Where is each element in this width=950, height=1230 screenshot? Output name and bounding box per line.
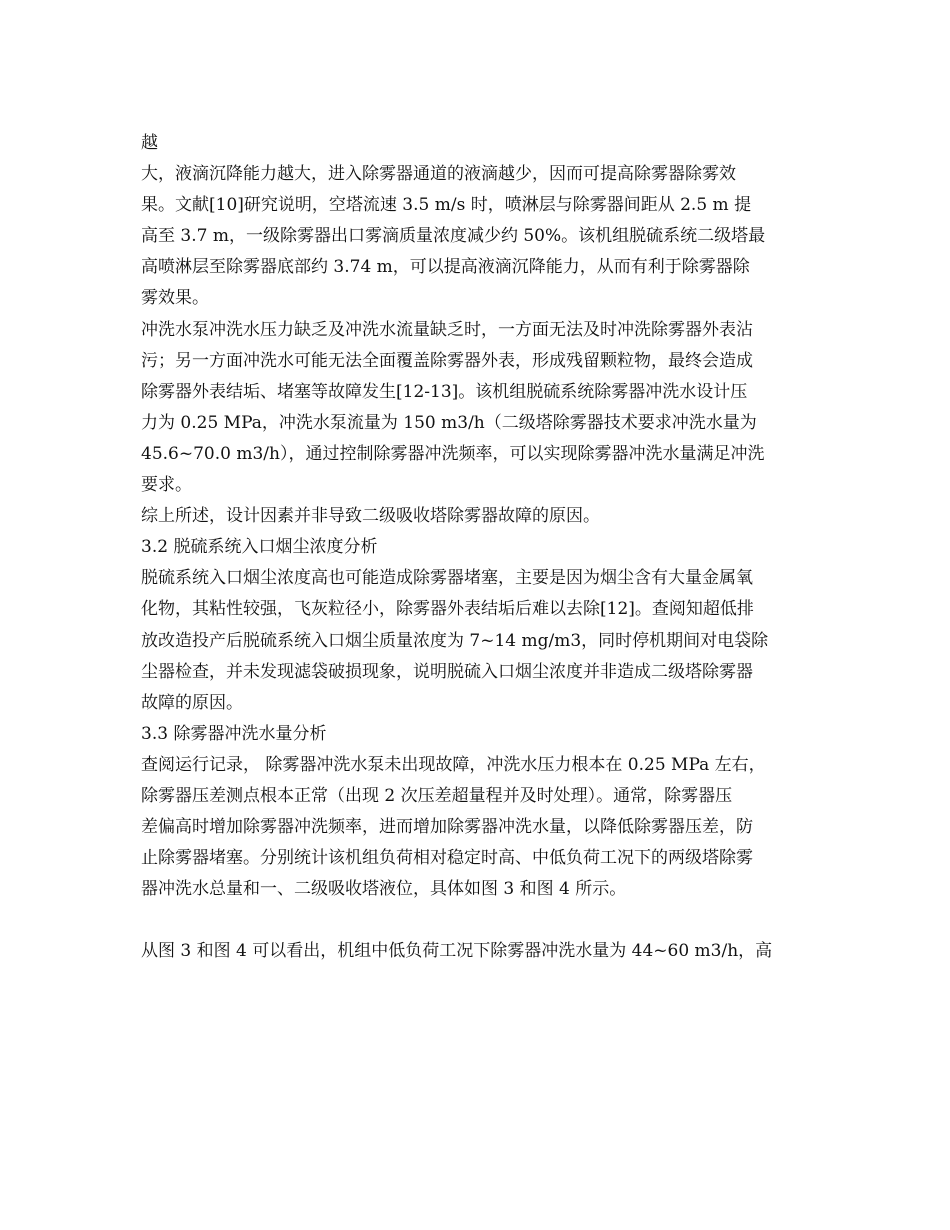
- section-heading-3-3: 3.3 除雾器冲洗水量分析: [141, 723, 327, 744]
- text-line: 化物，其粘性较强，飞灰粒径小，除雾器外表结垢后难以去除[12]。查阅知超低排: [141, 599, 754, 620]
- text-line: 大，液滴沉降能力越大，进入除雾器通道的液滴越少，因而可提高除雾器除雾效: [141, 164, 736, 185]
- text-line: 45.6~70.0 m3/h），通过控制除雾器冲洗频率，可以实现除雾器冲洗水量满足冲洗: [141, 443, 765, 464]
- text-line: 除雾器压差测点根本正常（出现 2 次压差超量程并及时处理）。通常，除雾器压: [141, 785, 733, 806]
- text-line: 从图 3 和图 4 可以看出，机组中低负荷工况下除雾器冲洗水量为 44~60 m3/h，高: [141, 941, 773, 962]
- text-line: 止除雾器堵塞。分别统计该机组负荷相对稳定时高、中低负荷工况下的两级塔除雾: [141, 848, 753, 869]
- paragraph-gap: [141, 905, 813, 936]
- text-line: 放改造投产后脱硫系统入口烟尘质量浓度为 7~14 mg/m3，同时停机期间对电袋除: [141, 630, 769, 651]
- text-line: 高喷淋层至除雾器底部约 3.74 m，可以提高液滴沉降能力，从而有利于除雾器除: [141, 257, 750, 278]
- text-line: 力为 0.25 MPa，冲洗水泵流量为 150 m3/h（二级塔除雾器技术要求冲洗水量为: [141, 412, 757, 433]
- text-line: 越: [141, 133, 158, 153]
- text-line: 综上所述，设计因素并非导致二级吸收塔除雾器故障的原因。: [141, 506, 600, 527]
- text-line: 脱硫系统入口烟尘浓度高也可能造成除雾器堵塞，主要是因为烟尘含有大量金属氧: [141, 568, 753, 589]
- text-line: 除雾器外表结垢、堵塞等故障发生[12-13]。该机组脱硫系统除雾器冲洗水设计压: [141, 381, 748, 402]
- text-line: 高至 3.7 m，一级除雾器出口雾滴质量浓度减少约 50%。该机组脱硫系统二级塔最: [141, 226, 766, 247]
- text-line: 果。文献[10]研究说明，空塔流速 3.5 m/s 时，喷淋层与除雾器间距从 2.5 m 提: [141, 195, 752, 216]
- section-heading-3-2: 3.2 脱硫系统入口烟尘浓度分析: [141, 537, 378, 558]
- text-line: 差偏高时增加除雾器冲洗频率，进而增加除雾器冲洗水量，以降低除雾器压差，防: [141, 817, 753, 838]
- text-line: 要求。: [141, 475, 192, 496]
- text-line: 故障的原因。: [141, 692, 243, 713]
- text-line: 雾效果。: [141, 288, 209, 309]
- document-body: [141, 128, 813, 967]
- text-line: 污；另一方面冲洗水可能无法全面覆盖除雾器外表，形成残留颗粒物，最终会造成: [141, 350, 753, 371]
- text-line: 冲洗水泵冲洗水压力缺乏及冲洗水流量缺乏时，一方面无法及时冲洗除雾器外表沾: [141, 319, 753, 340]
- text-line: 查阅运行记录， 除雾器冲洗水泵未出现故障，冲洗水压力根本在 0.25 MPa 左右，: [141, 754, 766, 775]
- text-line: 尘器检查，并未发现滤袋破损现象，说明脱硫入口烟尘浓度并非造成二级塔除雾器: [141, 661, 753, 682]
- text-line: 器冲洗水总量和一、二级吸收塔液位，具体如图 3 和图 4 所示。: [141, 879, 627, 900]
